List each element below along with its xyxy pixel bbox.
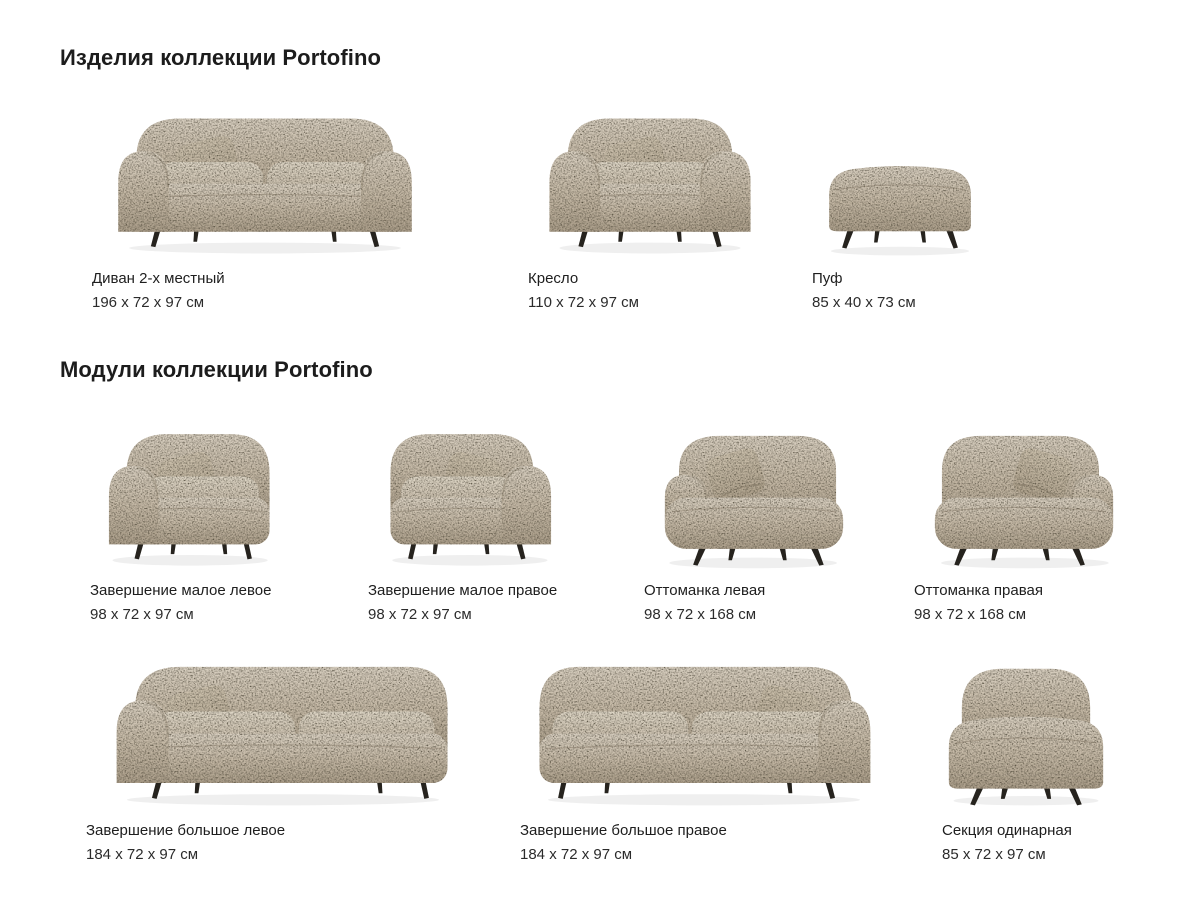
- module-card-end-large-right: [504, 652, 904, 864]
- product-name: Оттоманка левая: [644, 582, 766, 599]
- product-image-sofa: [92, 104, 438, 258]
- product-name: Пуф: [812, 270, 843, 287]
- module-image-section-single: [930, 652, 1122, 810]
- product-caption: [92, 270, 438, 312]
- product-caption: [86, 822, 480, 864]
- module-card-end-small-left: [90, 420, 292, 624]
- module-image-ottoman-right: [914, 420, 1134, 570]
- product-dimensions: 110 x 72 x 97 см: [528, 294, 639, 311]
- product-dimensions: 98 x 72 x 168 см: [914, 606, 1027, 623]
- product-card-armchair: [528, 104, 772, 312]
- section-title-modules: Модули коллекции Portofino: [60, 357, 373, 382]
- product-name: Кресло: [528, 270, 579, 287]
- product-name: Оттоманка правая: [914, 582, 1043, 599]
- module-card-end-large-left: [86, 652, 480, 864]
- product-card-pouf: [812, 150, 988, 312]
- product-caption: [504, 822, 904, 864]
- product-dimensions: 85 x 40 x 73 см: [812, 294, 916, 311]
- product-caption: [644, 582, 864, 624]
- product-image-pouf: [812, 150, 988, 258]
- product-dimensions: 196 x 72 x 97 см: [92, 294, 205, 311]
- product-name: Диван 2-х местный: [92, 270, 225, 287]
- module-image-ottoman-left: [644, 420, 864, 570]
- module-card-ottoman-left: [644, 420, 864, 624]
- module-card-section-single: [930, 652, 1122, 864]
- product-dimensions: 85 x 72 x 97 см: [942, 846, 1046, 863]
- module-card-ottoman-right: [914, 420, 1134, 624]
- product-caption: [812, 270, 988, 312]
- module-image-end-small-right: [368, 420, 570, 570]
- product-caption: [528, 270, 772, 312]
- product-name: Завершение малое правое: [368, 582, 558, 599]
- product-name: Секция одинарная: [942, 822, 1072, 839]
- product-dimensions: 184 x 72 x 97 см: [520, 846, 633, 863]
- product-card-sofa: [92, 104, 438, 312]
- product-name: Завершение малое левое: [90, 582, 272, 599]
- product-dimensions: 98 x 72 x 97 см: [368, 606, 472, 623]
- product-name: Завершение большое правое: [520, 822, 727, 839]
- section-title-products: Изделия коллекции Portofino: [60, 45, 382, 70]
- product-image-armchair: [528, 104, 772, 258]
- module-card-end-small-right: [368, 420, 570, 624]
- product-caption: [90, 582, 292, 624]
- product-caption: [930, 822, 1122, 864]
- product-caption: [368, 582, 570, 624]
- product-dimensions: 98 x 72 x 168 см: [644, 606, 757, 623]
- product-dimensions: 184 x 72 x 97 см: [86, 846, 199, 863]
- module-image-end-large-right: [504, 652, 904, 810]
- product-caption: [914, 582, 1134, 624]
- product-dimensions: 98 x 72 x 97 см: [90, 606, 194, 623]
- module-image-end-small-left: [90, 420, 292, 570]
- product-name: Завершение большое левое: [86, 822, 286, 839]
- module-image-end-large-left: [86, 652, 480, 810]
